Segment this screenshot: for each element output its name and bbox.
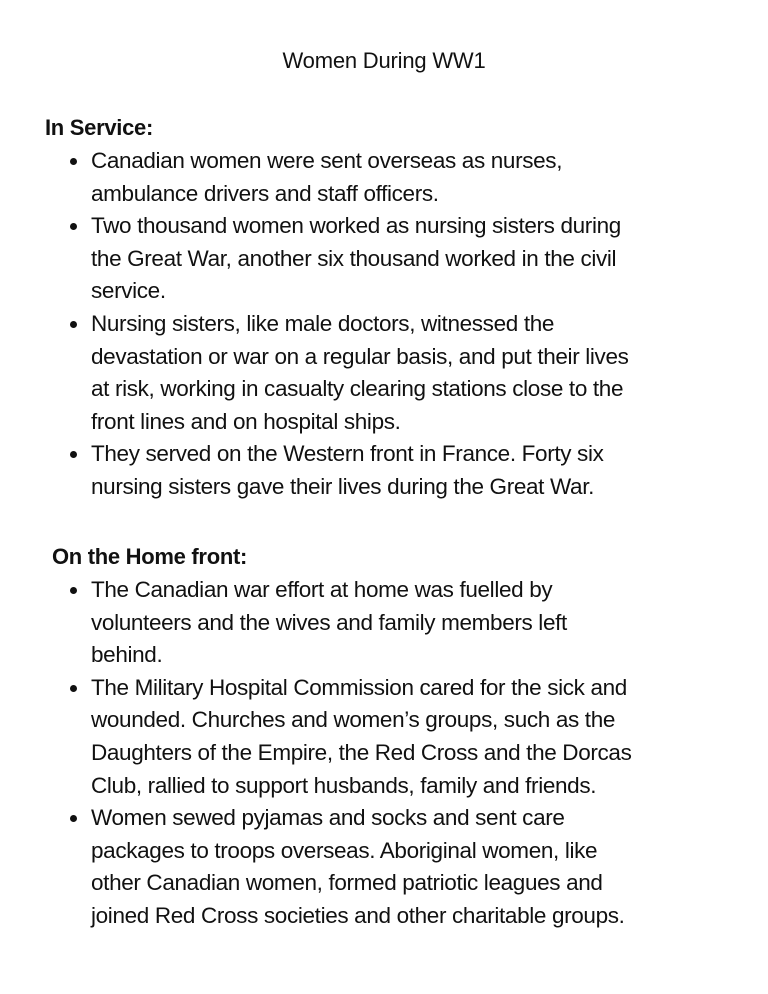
list-item-line: devastation or war on a regular basis, and put their lives: [91, 343, 629, 369]
list-item-line: nursing sisters gave their lives during the Great War.: [91, 473, 594, 499]
list-item-line: Nursing sisters, like male doctors, witnessed the: [91, 310, 555, 336]
list-item-line: Canadian women were sent overseas as nurses,: [91, 148, 563, 173]
list-item-line: They served on the Western front in France. Forty six: [91, 441, 604, 467]
section-heading-home-front: On the Home front:: [52, 544, 248, 569]
bullet-icon: [70, 158, 77, 165]
bullet-icon: [70, 587, 77, 594]
bullet-icon: [70, 685, 77, 692]
list-item-line: other Canadian women, formed patriotic leagues and: [91, 870, 603, 896]
list-item: [0, 210, 629, 308]
list-item-line: ambulance drivers and staff officers.: [91, 180, 439, 206]
bullet-icon: [70, 321, 77, 328]
list-item: [0, 308, 629, 438]
document-title: Women During WW1: [282, 48, 486, 73]
list-item-line: wounded. Churches and women’s groups, such as the: [91, 707, 616, 733]
list-item: [0, 438, 629, 503]
list-item-line: joined Red Cross societies and other charitable groups.: [91, 902, 625, 928]
bullet-icon: [70, 815, 77, 822]
list-item-line: front lines and on hospital ships.: [91, 408, 401, 434]
list-item: [0, 574, 631, 672]
list-item: [0, 672, 631, 802]
list-item-line: The Military Hospital Commission cared for the sick and: [91, 674, 627, 700]
list-item-line: Two thousand women worked as nursing sisters during: [91, 213, 621, 239]
list-item-line: Daughters of the Empire, the Red Cross and the Dorcas: [91, 739, 632, 765]
bullet-icon: [70, 223, 77, 230]
list-item-line: the Great War, another six thousand worked in the civil: [91, 245, 617, 271]
list-item: [0, 145, 629, 210]
section-heading-in-service: In Service:: [45, 115, 153, 140]
home-front-list: [0, 574, 631, 933]
list-item-line: behind.: [91, 642, 163, 668]
list-item-line: The Canadian war effort at home was fuelled by: [91, 577, 553, 602]
list-item-line: volunteers and the wives and family members left: [91, 609, 567, 635]
list-item-line: Women sewed pyjamas and socks and sent care: [91, 805, 565, 831]
in-service-list: [0, 145, 629, 504]
list-item-line: at risk, working in casualty clearing stations close to the: [91, 376, 624, 402]
list-item: [0, 802, 631, 932]
list-item-line: Club, rallied to support husbands, family and friends.: [91, 772, 597, 798]
bullet-icon: [70, 451, 77, 458]
list-item-line: service.: [91, 278, 166, 304]
list-item-line: packages to troops overseas. Aboriginal women, like: [91, 837, 598, 863]
